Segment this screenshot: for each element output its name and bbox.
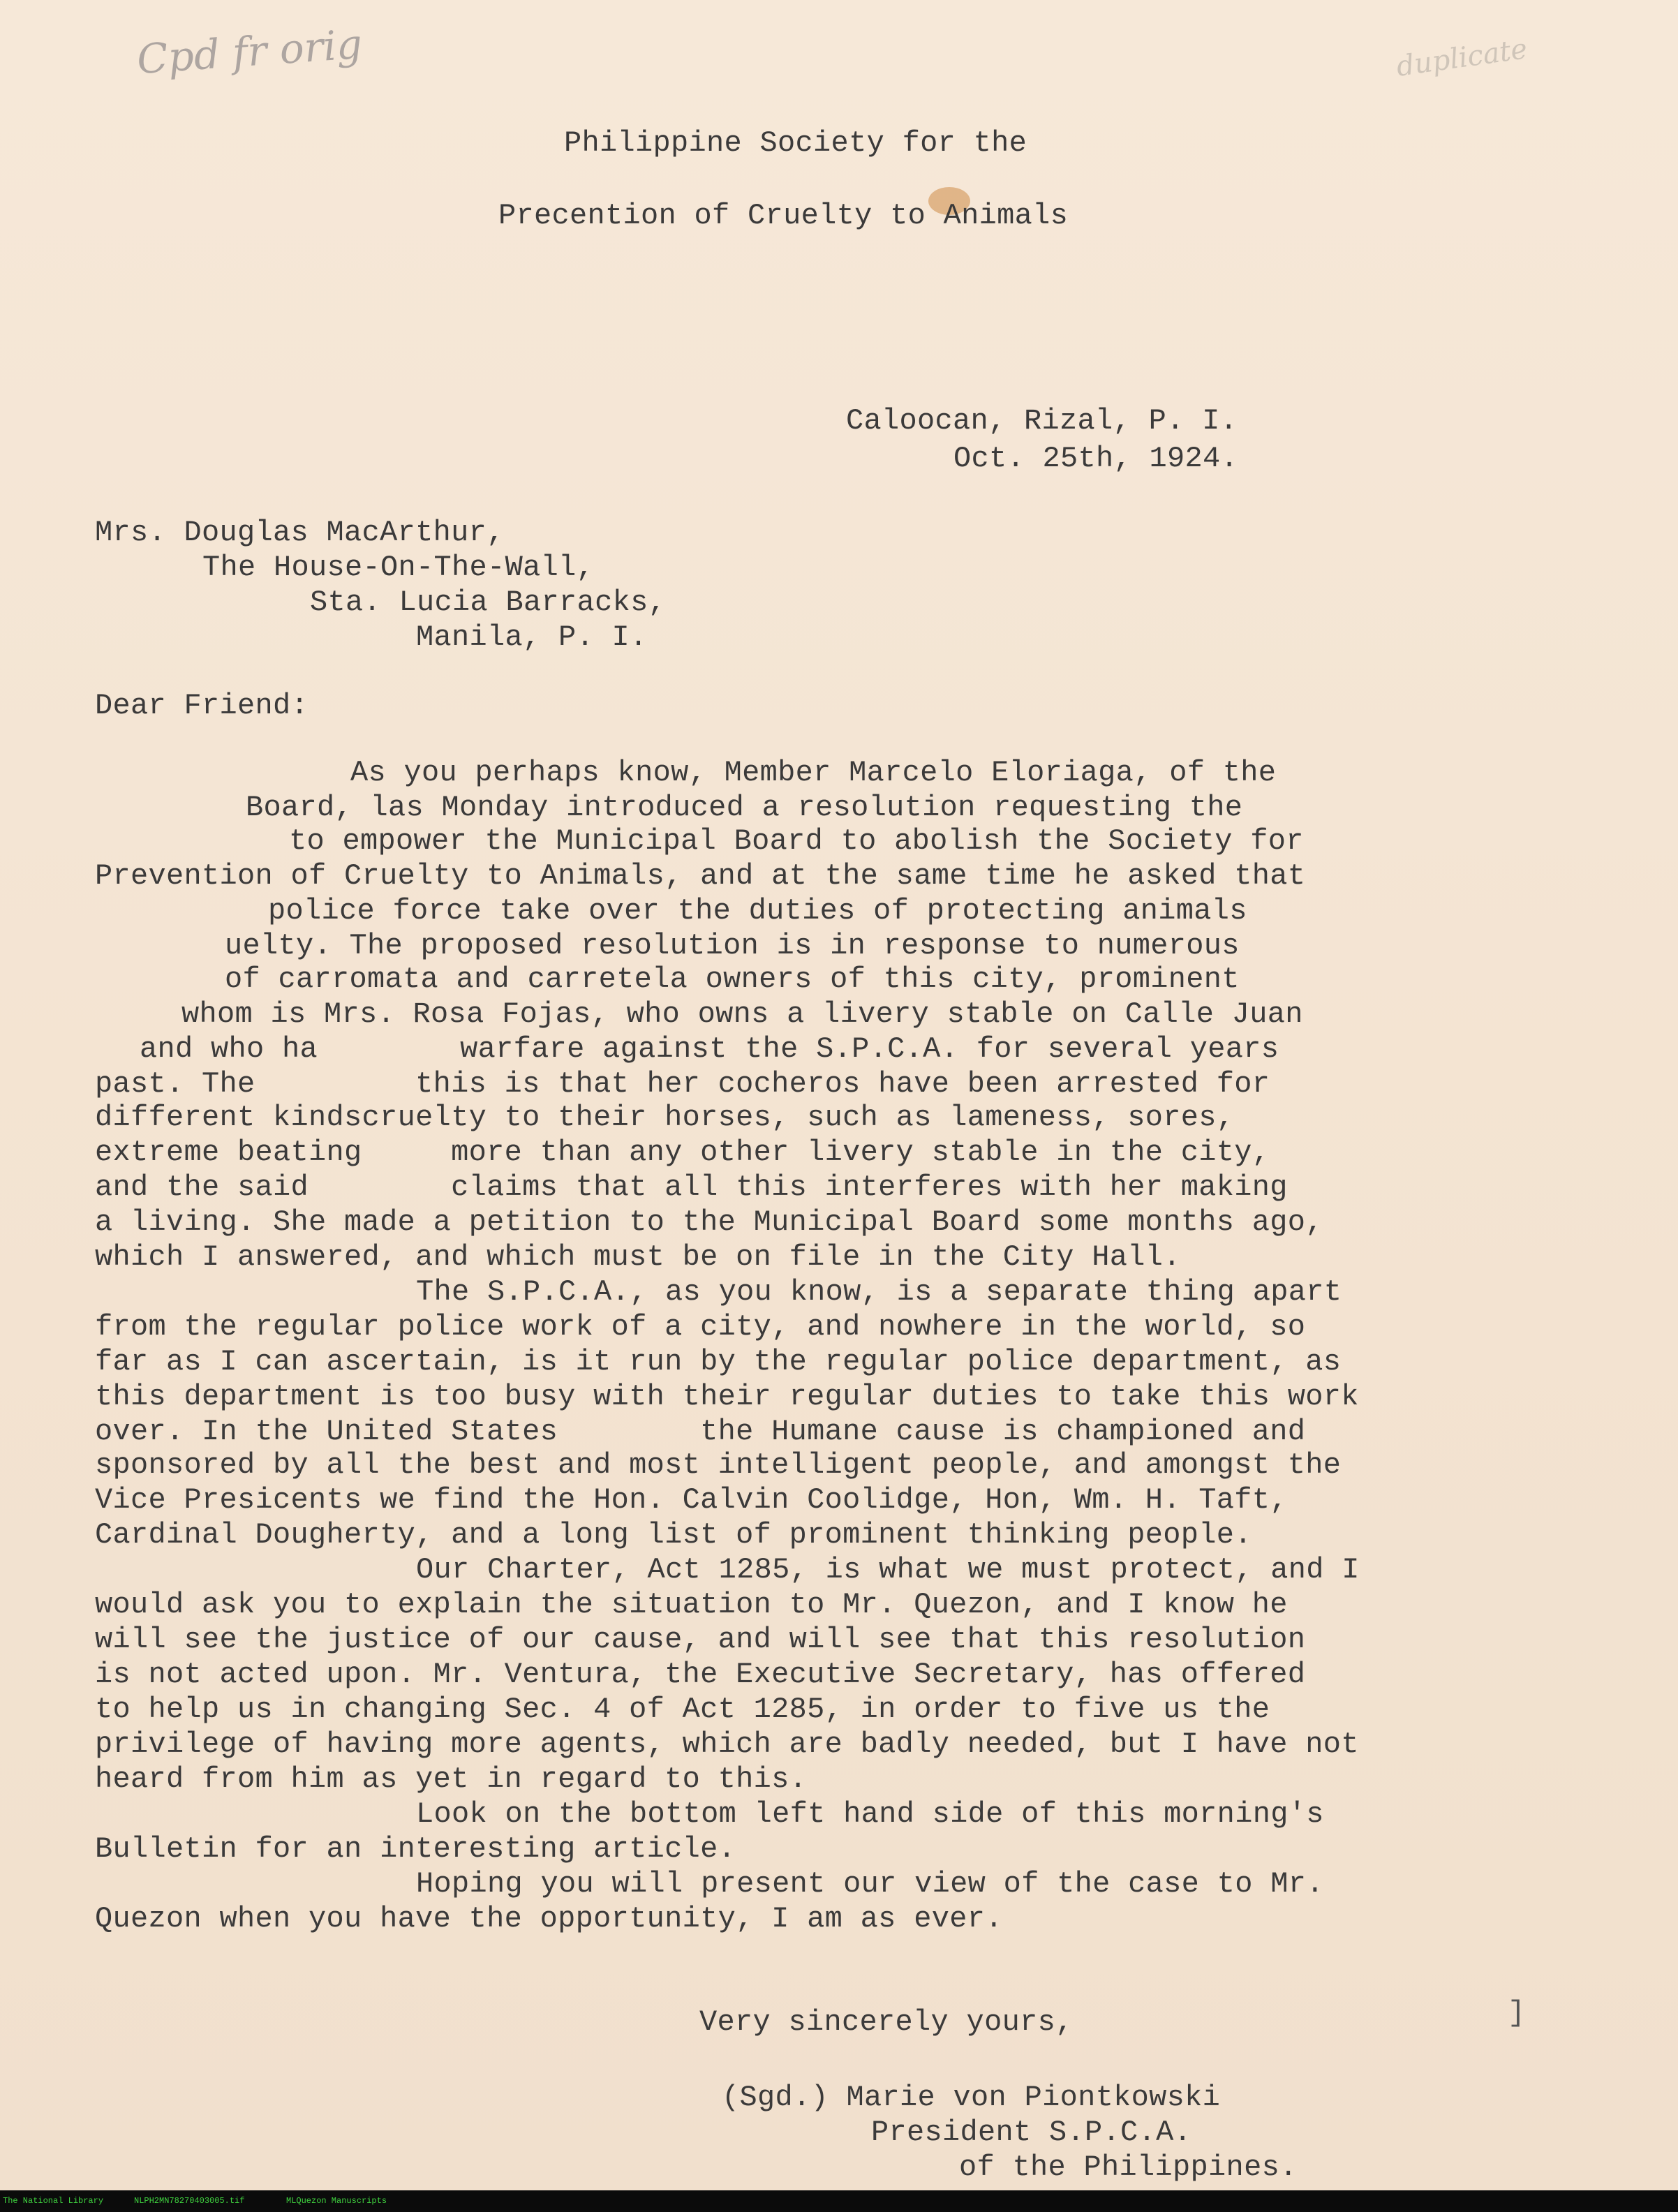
body-line: which I answered, and which must be on file in the City Hall. [95,1240,1181,1274]
body-line: extreme beating more than any other livery stable in the city, [95,1136,1270,1169]
dateline-date: Oct. 25th, 1924. [953,442,1239,475]
salutation: Dear Friend: [95,689,309,722]
body-line: a living. She made a petition to the Municipal Board some months ago, [95,1205,1323,1239]
body-line: sponsored by all the best and most intelligent people, and amongst the [95,1448,1342,1482]
address-line-4: Manila, P. I. [416,621,648,654]
letterhead-line-1: Philippine Society for the [564,126,1027,160]
letterhead-line-2: Precention of Cruelty to Animals [498,199,1069,232]
handwritten-note-top-right: duplicate [1394,33,1529,83]
body-line: The S.P.C.A., as you know, is a separate thing apart [416,1275,1342,1309]
body-line: police force take over the duties of protecting animals [268,894,1247,928]
body-line: Cardinal Dougherty, and a long list of prominent thinking people. [95,1518,1252,1552]
scan-footer-bar [0,2190,1678,2212]
address-line-2: The House-On-The-Wall, [202,551,595,584]
body-line: and who ha warfare against the S.P.C.A. for several years [140,1032,1279,1066]
body-line: this department is too busy with their regular duties to take this work [95,1380,1359,1413]
body-line: As you perhaps know, Member Marcelo Eloriaga, of the [350,756,1277,789]
body-line: far as I can ascertain, is it run by the regular police department, as [95,1345,1342,1379]
body-line: over. In the United States the Humane cause is championed and [95,1415,1306,1448]
body-line: and the said claims that all this interferes with her making [95,1171,1288,1204]
body-line: Look on the bottom left hand side of this morning's [416,1797,1324,1831]
body-line: heard from him as yet in regard to this. [95,1762,808,1796]
body-line: Board, las Monday introduced a resolution requesting the [246,791,1243,824]
body-line: Prevention of Cruelty to Animals, and at the same time he asked that [95,859,1306,893]
signature-name: (Sgd.) Marie von Piontkowski [722,2081,1221,2114]
handwritten-note-top-left: Cpd fr orig [135,20,364,84]
footer-library: The National Library [3,2196,104,2206]
body-line: will see the justice of our cause, and will see that this resolution [95,1623,1306,1656]
margin-bracket-mark: ] [1508,1996,1526,2030]
body-line: would ask you to explain the situation to Mr. Quezon, and I know he [95,1588,1288,1621]
footer-collection: MLQuezon Manuscripts [286,2196,387,2206]
dateline-place: Caloocan, Rizal, P. I. [846,404,1238,438]
body-line: to help us in changing Sec. 4 of Act 1285, in order to five us the [95,1693,1270,1726]
closing: Very sincerely yours, [699,2005,1074,2039]
body-line: is not acted upon. Mr. Ventura, the Executive Secretary, has offered [95,1658,1306,1691]
body-line: uelty. The proposed resolution is in response to numerous [225,929,1240,963]
body-line: Bulletin for an interesting article. [95,1832,736,1866]
signature-title: President S.P.C.A. [871,2116,1192,2149]
body-line: Vice Presicents we find the Hon. Calvin Coolidge, Hon, Wm. H. Taft, [95,1483,1288,1517]
body-line: whom is Mrs. Rosa Fojas, who owns a livery stable on Calle Juan [181,997,1303,1031]
signature-org: of the Philippines. [959,2151,1298,2184]
body-line: Our Charter, Act 1285, is what we must protect, and I [416,1553,1360,1587]
footer-file: NLPH2MN78270403005.tif [134,2196,245,2206]
body-line: privilege of having more agents, which are badly needed, but I have not [95,1728,1359,1761]
body-line: Hoping you will present our view of the case to Mr. [416,1867,1324,1901]
body-line: past. The this is that her cocheros have been arrested for [95,1067,1270,1101]
address-line-3: Sta. Lucia Barracks, [310,586,667,619]
body-line: from the regular police work of a city, and nowhere in the world, so [95,1310,1306,1344]
body-line: Quezon when you have the opportunity, I am as ever. [95,1902,1003,1936]
body-line: of carromata and carretela owners of this city, prominent [225,963,1240,996]
body-line: different kindscruelty to their horses, such as lameness, sores, [95,1101,1235,1134]
address-line-1: Mrs. Douglas MacArthur, [95,516,505,549]
body-line: to empower the Municipal Board to abolish the Society for [289,824,1304,858]
